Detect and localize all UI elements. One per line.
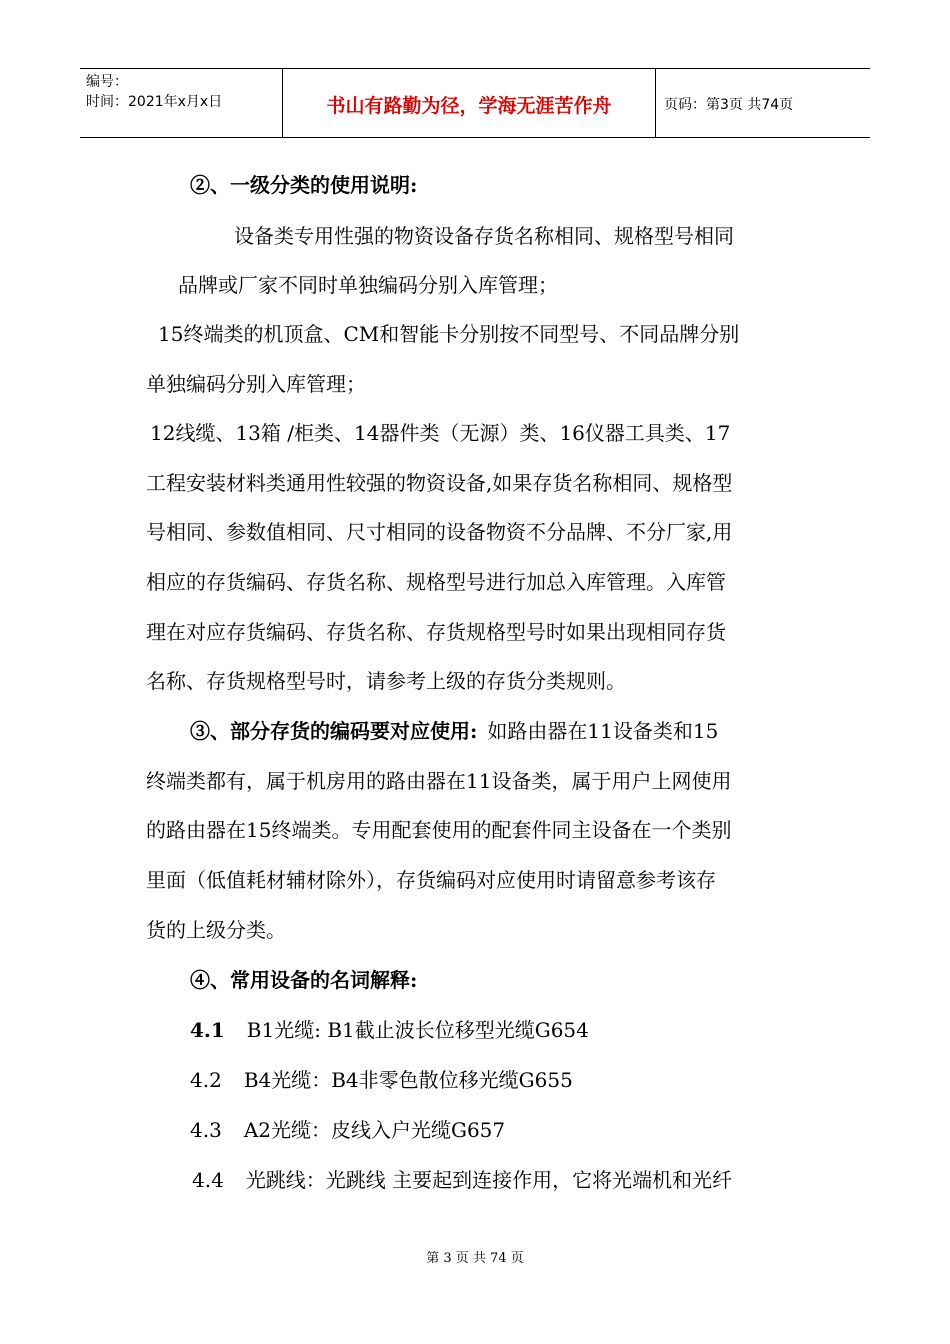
header-motto-cell (282, 69, 656, 137)
section3-title: ③、部分存货的编码要对应使用: (190, 719, 478, 743)
section2-line: 相应的存货编码、存货名称、规格型号进行加总入库管理。入库管 (146, 570, 726, 594)
header-page-info: 页码：第3页 共74页 (664, 97, 794, 113)
term-number: 4.3 (190, 1118, 222, 1142)
section4-title: ④、常用设备的名词解释: (190, 968, 418, 992)
term-text: 光跳线：光跳线 主要起到连接作用，它将光端机和光纤 (245, 1168, 733, 1192)
section2-line: 单独编码分别入库管理； (146, 372, 366, 396)
section2-line: 15终端类的机顶盒、CM和智能卡分别按不同型号、不同品牌分别 (158, 322, 740, 346)
term-number: 4.1 (190, 1018, 225, 1042)
section3-first-line (190, 719, 718, 743)
term-text: B1光缆: B1截止波长位移型光缆G654 (246, 1018, 589, 1042)
header-motto: 书山有路勤为径，学海无涯苦作舟 (326, 95, 612, 117)
header-number-label: 编号： (86, 74, 128, 90)
section2-title: ②、一级分类的使用说明: (190, 173, 418, 197)
section3-line: 终端类都有，属于机房用的路由器在11设备类，属于用户上网使用 (146, 769, 732, 793)
section2-line: 12线缆、13箱 /柜类、14器件类（无源）类、16仪器工具类、17 (150, 421, 731, 445)
header-page-cell (656, 69, 870, 137)
term-text: A2光缆：皮线入户光缆G657 (243, 1118, 506, 1142)
term-item (190, 1118, 505, 1142)
section2-line: 号相同、参数值相同、尺寸相同的设备物资不分品牌、不分厂家,用 (146, 520, 733, 544)
page-footer: 第 3 页 共 74 页 (426, 1251, 524, 1266)
header-time-label: 时间：2021年x月x日 (86, 94, 223, 110)
section2-line: 理在对应存货编码、存货名称、存货规格型号时如果出现相同存货 (146, 620, 726, 644)
section3-line: 货的上级分类。 (146, 918, 286, 942)
section2-line: 工程安装材料类通用性较强的物资设备,如果存货名称相同、规格型 (146, 471, 733, 495)
section3-first-text: 如路由器在11设备类和15 (487, 719, 719, 743)
section2-line: 品牌或厂家不同时单独编码分别入库管理； (178, 273, 558, 297)
section2-line: 名称、存货规格型号时，请参考上级的存货分类规则。 (146, 669, 626, 693)
term-item (190, 1068, 573, 1092)
section3-line: 里面（低值耗材辅材除外），存货编码对应使用时请留意参考该存 (146, 868, 716, 892)
term-item (190, 1018, 589, 1042)
page-header (80, 68, 870, 138)
header-left-cell (80, 69, 280, 137)
section3-line: 的路由器在15终端类。专用配套使用的配套件同主设备在一个类别 (146, 818, 732, 842)
term-item (192, 1168, 732, 1192)
term-number: 4.2 (190, 1068, 222, 1092)
term-text: B4光缆：B4非零色散位移光缆G655 (243, 1068, 573, 1092)
term-number: 4.4 (192, 1168, 224, 1192)
section2-line: 设备类专用性强的物资设备存货名称相同、规格型号相同 (234, 224, 734, 248)
